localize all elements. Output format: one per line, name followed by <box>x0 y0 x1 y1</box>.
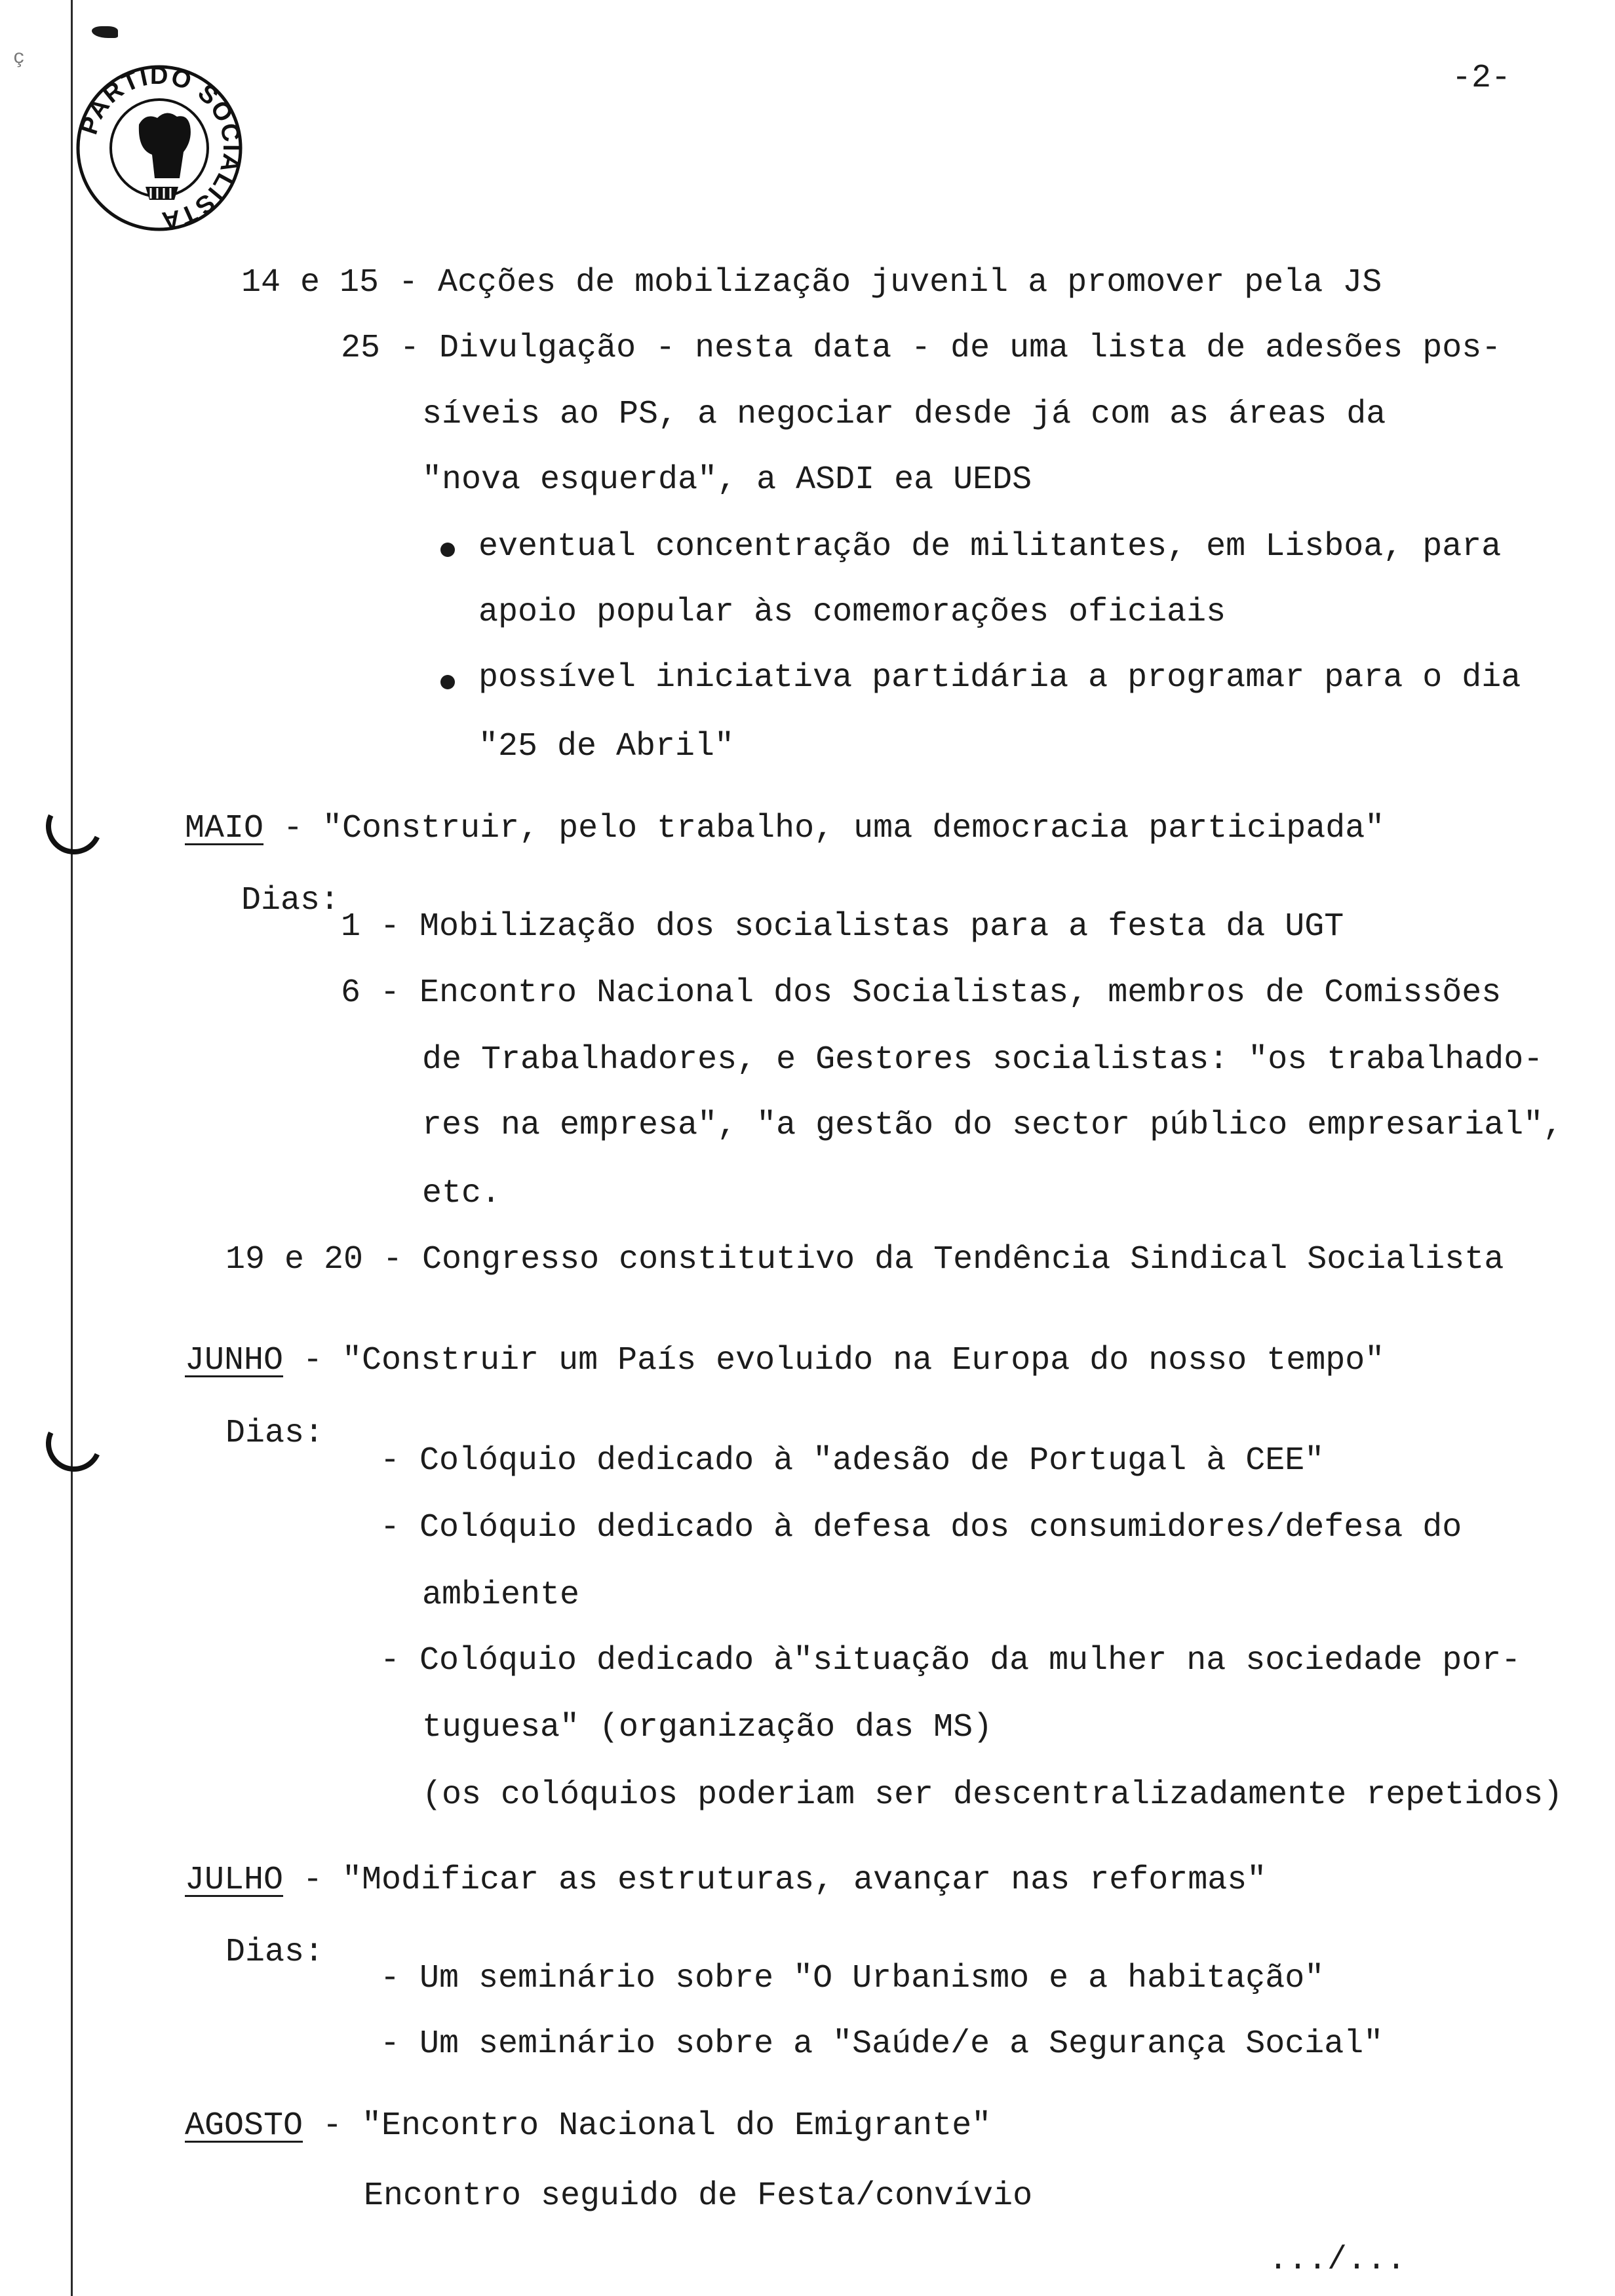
margin-line <box>71 0 73 2296</box>
section-heading <box>185 1341 1384 1381</box>
dias-label: Dias: <box>241 882 340 919</box>
month-label: MAIO <box>185 810 264 847</box>
text-line: 6 - Encontro Nacional dos Socialistas, membros de Comissões <box>341 974 1502 1012</box>
text-line: - Colóquio dedicado à "adesão de Portugal à CEE" <box>380 1442 1325 1480</box>
month-label: JUNHO <box>185 1342 284 1379</box>
section-heading <box>185 2107 991 2146</box>
text-line: - Colóquio dedicado à"situação da mulher na sociedade por- <box>380 1642 1521 1679</box>
dias-label: Dias: <box>225 1415 324 1452</box>
text-line: - Colóquio dedicado à defesa dos consumidores/defesa do <box>380 1509 1462 1546</box>
text-line: (os colóquios poderiam ser descentralizadamente repetidos) <box>422 1776 1563 1814</box>
text-line: síveis ao PS, a negociar desde já com as áreas da <box>422 396 1386 433</box>
text-line: etc. <box>422 1175 501 1212</box>
section-heading <box>185 809 1384 849</box>
text-line: 19 e 20 - Congresso constitutivo da Tendência Sindical Socialista <box>225 1241 1504 1278</box>
bullet-icon <box>440 543 455 557</box>
month-label: AGOSTO <box>185 2107 303 2145</box>
text-line: eventual concentração de militantes, em Lisboa, para <box>478 528 1502 565</box>
text-line: de Trabalhadores, e Gestores socialistas: "os trabalhado- <box>422 1041 1544 1079</box>
text-line: 25 - Divulgação - nesta data - de uma lista de adesões pos- <box>341 330 1502 367</box>
text-line: possível iniciativa partidária a programar para o dia <box>478 659 1521 697</box>
text-line: tuguesa" (organização das MS) <box>422 1709 993 1746</box>
section-title: - "Construir, pelo trabalho, uma democracia participada" <box>263 810 1385 847</box>
svg-text:PARTIDO SOCIALISTA: PARTIDO SOCIALISTA <box>75 62 245 234</box>
text-line: 14 e 15 - Acções de mobilização juvenil a promover pela JS <box>241 264 1382 301</box>
section-title: - "Modificar as estruturas, avançar nas reformas" <box>283 1862 1267 1899</box>
page-number: -2- <box>1452 60 1511 97</box>
text-line: ambiente <box>422 1577 580 1614</box>
text-line: 1 - Mobilização dos socialistas para a festa da UGT <box>341 908 1344 946</box>
text-line: - Um seminário sobre "O Urbanismo e a habitação" <box>380 1960 1325 1997</box>
continued-marker: .../... <box>1268 2242 1407 2279</box>
punch-hole-mark <box>38 1407 110 1480</box>
bullet-icon <box>440 675 455 689</box>
section-heading <box>185 1861 1266 1900</box>
text-line: res na empresa", "a gestão do sector público empresarial", <box>422 1107 1563 1144</box>
partido-socialista-logo <box>73 62 245 234</box>
text-line: "25 de Abril" <box>478 728 735 765</box>
text-line: apoio popular às comemorações oficiais <box>478 594 1226 631</box>
punch-hole-mark <box>38 790 110 862</box>
fist-icon <box>139 113 191 178</box>
text-line: "nova esquerda", a ASDI ea UEDS <box>422 461 1032 499</box>
dias-label: Dias: <box>225 1934 324 1971</box>
section-title: - "Encontro Nacional do Emigrante" <box>303 2107 992 2145</box>
text-line: Encontro seguido de Festa/convívio <box>364 2177 1033 2215</box>
text-line: - Um seminário sobre a "Saúde/e a Segurança Social" <box>380 2025 1384 2063</box>
section-title: - "Construir um País evoluido na Europa do nosso tempo" <box>283 1342 1385 1379</box>
ink-mark <box>92 26 118 38</box>
margin-mark: ç <box>13 47 26 69</box>
month-label: JULHO <box>185 1862 284 1899</box>
